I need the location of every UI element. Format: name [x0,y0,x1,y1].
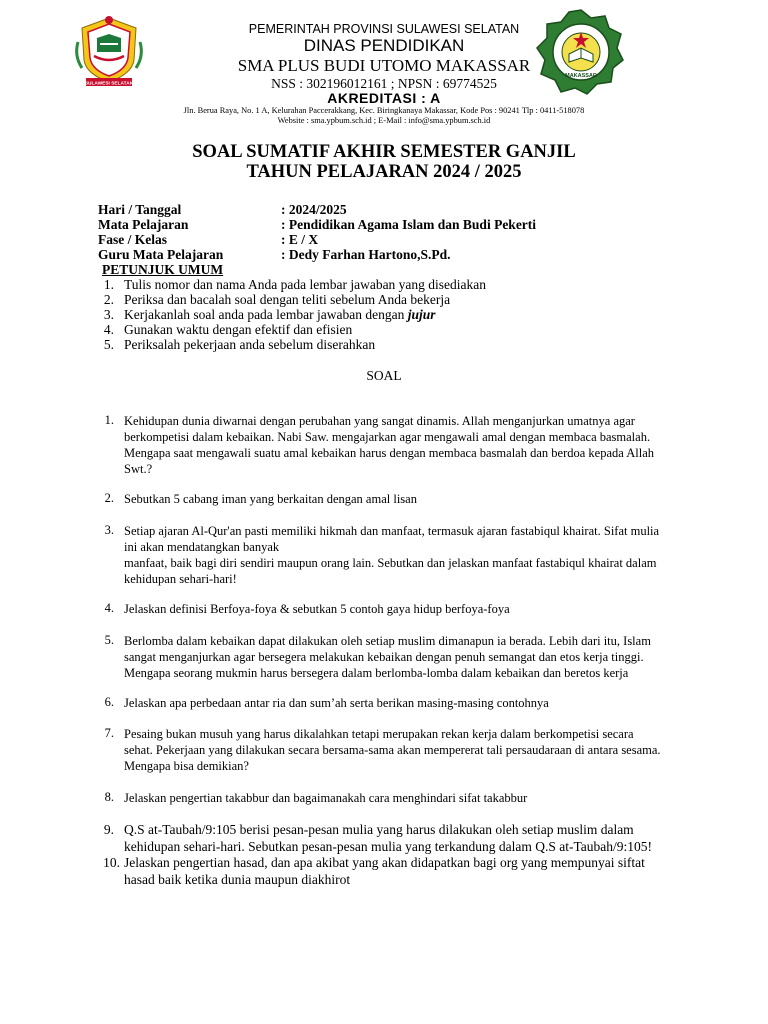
exam-title: SOAL SUMATIF AKHIR SEMESTER GANJIL [192,142,576,162]
school-website: Website : sma.ypbum.sch.id ; E-Mail : info@sma.ypbum.sch.id [277,116,491,125]
info-label-teacher: Guru Mata Pelajaran [98,247,224,262]
school-address: Jln. Berua Raya, No. 1 A, Kelurahan Paccerakkang, Kec. Biringkanaya Makassar, Kode Pos : 90241 Tlp : 0411-518078 [183,106,585,115]
question-number: 1. [104,413,114,427]
question-line: Kehidupan dunia diwarnai dengan perubahan yang sangat dinamis. Allah menganjurkan umatnya agar [124,414,635,428]
instruction-text-main: Kerjakanlah soal anda pada lembar jawaban dengan [124,307,408,322]
info-value-teacher: : Dedy Farhan Hartono,S.Pd. [281,247,451,262]
question-number: 5. [104,633,114,647]
instruction-text [124,307,436,323]
info-label-subject: Mata Pelajaran [98,217,189,232]
question-line: Setiap ajaran Al-Qur'an pasti memiliki hikmah dan manfaat, termasuk ajaran fastabiqul khairat. Sifat mulia [124,524,660,538]
school-ids: NSS : 302196012161 ; NPSN : 69774525 [271,76,497,91]
instruction-emphasis: jujur [407,307,436,322]
info-value-subject: : Pendidikan Agama Islam dan Budi Pekerti [281,217,537,232]
question-line: ini akan mendatangkan banyak [124,540,280,554]
question-line: Sebutkan 5 cabang iman yang berkaitan dengan amal lisan [124,492,417,506]
question-number: 10. [103,855,120,870]
info-value-date: : 2024/2025 [281,202,347,217]
question-number: 4. [104,601,114,615]
left-logo-text: SULAWESI SELATAN [84,81,134,87]
question-text [124,695,724,711]
question-number: 2. [104,491,114,505]
question-text [124,633,724,681]
exam-year: TAHUN PELAJARAN 2024 / 2025 [246,162,522,182]
info-label-class: Fase / Kelas [98,232,167,247]
question-text [124,822,724,855]
info-label-date: Hari / Tanggal [98,202,182,217]
question-line: Jelaskan pengertian hasad, dan apa akibat yang akan didapatkan bagi org yang mempunyai siftat [124,855,645,870]
instructions-title: PETUNJUK UMUM [102,262,224,277]
question-line: Jelaskan pengertian takabbur dan bagaimanakah cara menghindari sifat takabbur [124,791,528,805]
question-text [124,413,724,477]
info-value-class: : E / X [281,232,319,247]
question-line: Pesaing bukan musuh yang harus dikalahkan tetapi merupakan rekan kerja dalam berkompetisi secara [124,727,634,741]
question-line: Mengapa saat mengawali suatu amal kebaikan harus dengan membaca basmalah dan berdoa kepada Allah [124,446,654,460]
instruction-text: Gunakan waktu dengan efektif dan efisien [124,322,353,337]
question-text [124,855,724,888]
question-line: Mengapa seorang mukmin harus bersegera dalam berlomba-lomba dalam kebaikan dan beretos kerja [124,666,629,680]
question-text [124,491,724,507]
question-line: manfaat, baik bagi diri sendiri maupun orang lain. Sebutkan dan jelaskan manfaat fastabiqul khairat dalam [124,556,657,570]
question-line: Q.S at-Taubah/9:105 berisi pesan-pesan mulia yang harus dilakukan oleh setiap muslim dalam [124,822,634,837]
instruction-number: 1. [103,277,114,292]
questions-heading: SOAL [366,368,402,383]
government-name: PEMERINTAH PROVINSI SULAWESI SELATAN [248,22,520,36]
question-line: sehat. Pekerjaan yang dilakukan secara bersama-sama akan mempererat tali persaudaraan di antara sesama. [124,743,661,757]
instruction-text: Periksalah pekerjaan anda sebelum diserahkan [124,337,376,352]
question-text [124,726,724,774]
question-line: sangat menganjurkan agar bersegera melakukan kebaikan dengan penuh semangat dan etos kerja tinggi. [124,650,644,664]
instruction-text: Tulis nomor dan nama Anda pada lembar jawaban yang disediakan [124,277,487,292]
question-line: Berlomba dalam kebaikan dapat dilakukan oleh setiap muslim dimanapun ia berada. Lebih dari itu, Islam [124,634,651,648]
question-text [124,790,724,806]
question-line: Jelaskan apa perbedaan antar ria dan sum’ah serta berikan masing-masing contohnya [124,696,549,710]
school-name: SMA PLUS BUDI UTOMO MAKASSAR [237,56,531,75]
question-number: 9. [103,822,114,837]
instruction-text: Periksa dan bacalah soal dengan teliti sebelum Anda bekerja [124,292,451,307]
question-line: Mengapa bisa demikian? [124,759,249,773]
question-text [124,523,724,587]
question-line: hasad baik ketika dunia maupun diakhirot [124,871,351,887]
question-line: berkompetisi dalam kebaikan. Nabi Saw. mengajarkan agar mengawali amal dengan membaca basmalah. [124,430,651,444]
accreditation: AKREDITASI : A [327,90,441,106]
question-number: 7. [104,726,114,740]
instruction-number: 5. [103,337,114,352]
question-line: Swt.? [124,462,153,476]
question-line: Jelaskan definisi Berfoya-foya & sebutkan 5 contoh gaya hidup berfoya-foya [124,602,510,616]
question-line: kehidupan sehari-hari. Sebutkan pesan-pesan mulia yang terkandung dalam Q.S at-Taubah/9:105! [124,838,653,854]
instruction-number: 3. [103,307,114,322]
question-text [124,601,724,617]
instruction-number: 2. [103,292,114,307]
instruction-number: 4. [103,322,114,337]
department-name: DINAS PENDIDIKAN [303,36,465,55]
question-number: 6. [104,695,114,709]
question-number: 3. [104,523,114,537]
question-line: kehidupan sehari-hari! [124,572,237,586]
question-number: 8. [104,790,114,804]
right-logo-text: MAKASSAR [565,73,597,79]
